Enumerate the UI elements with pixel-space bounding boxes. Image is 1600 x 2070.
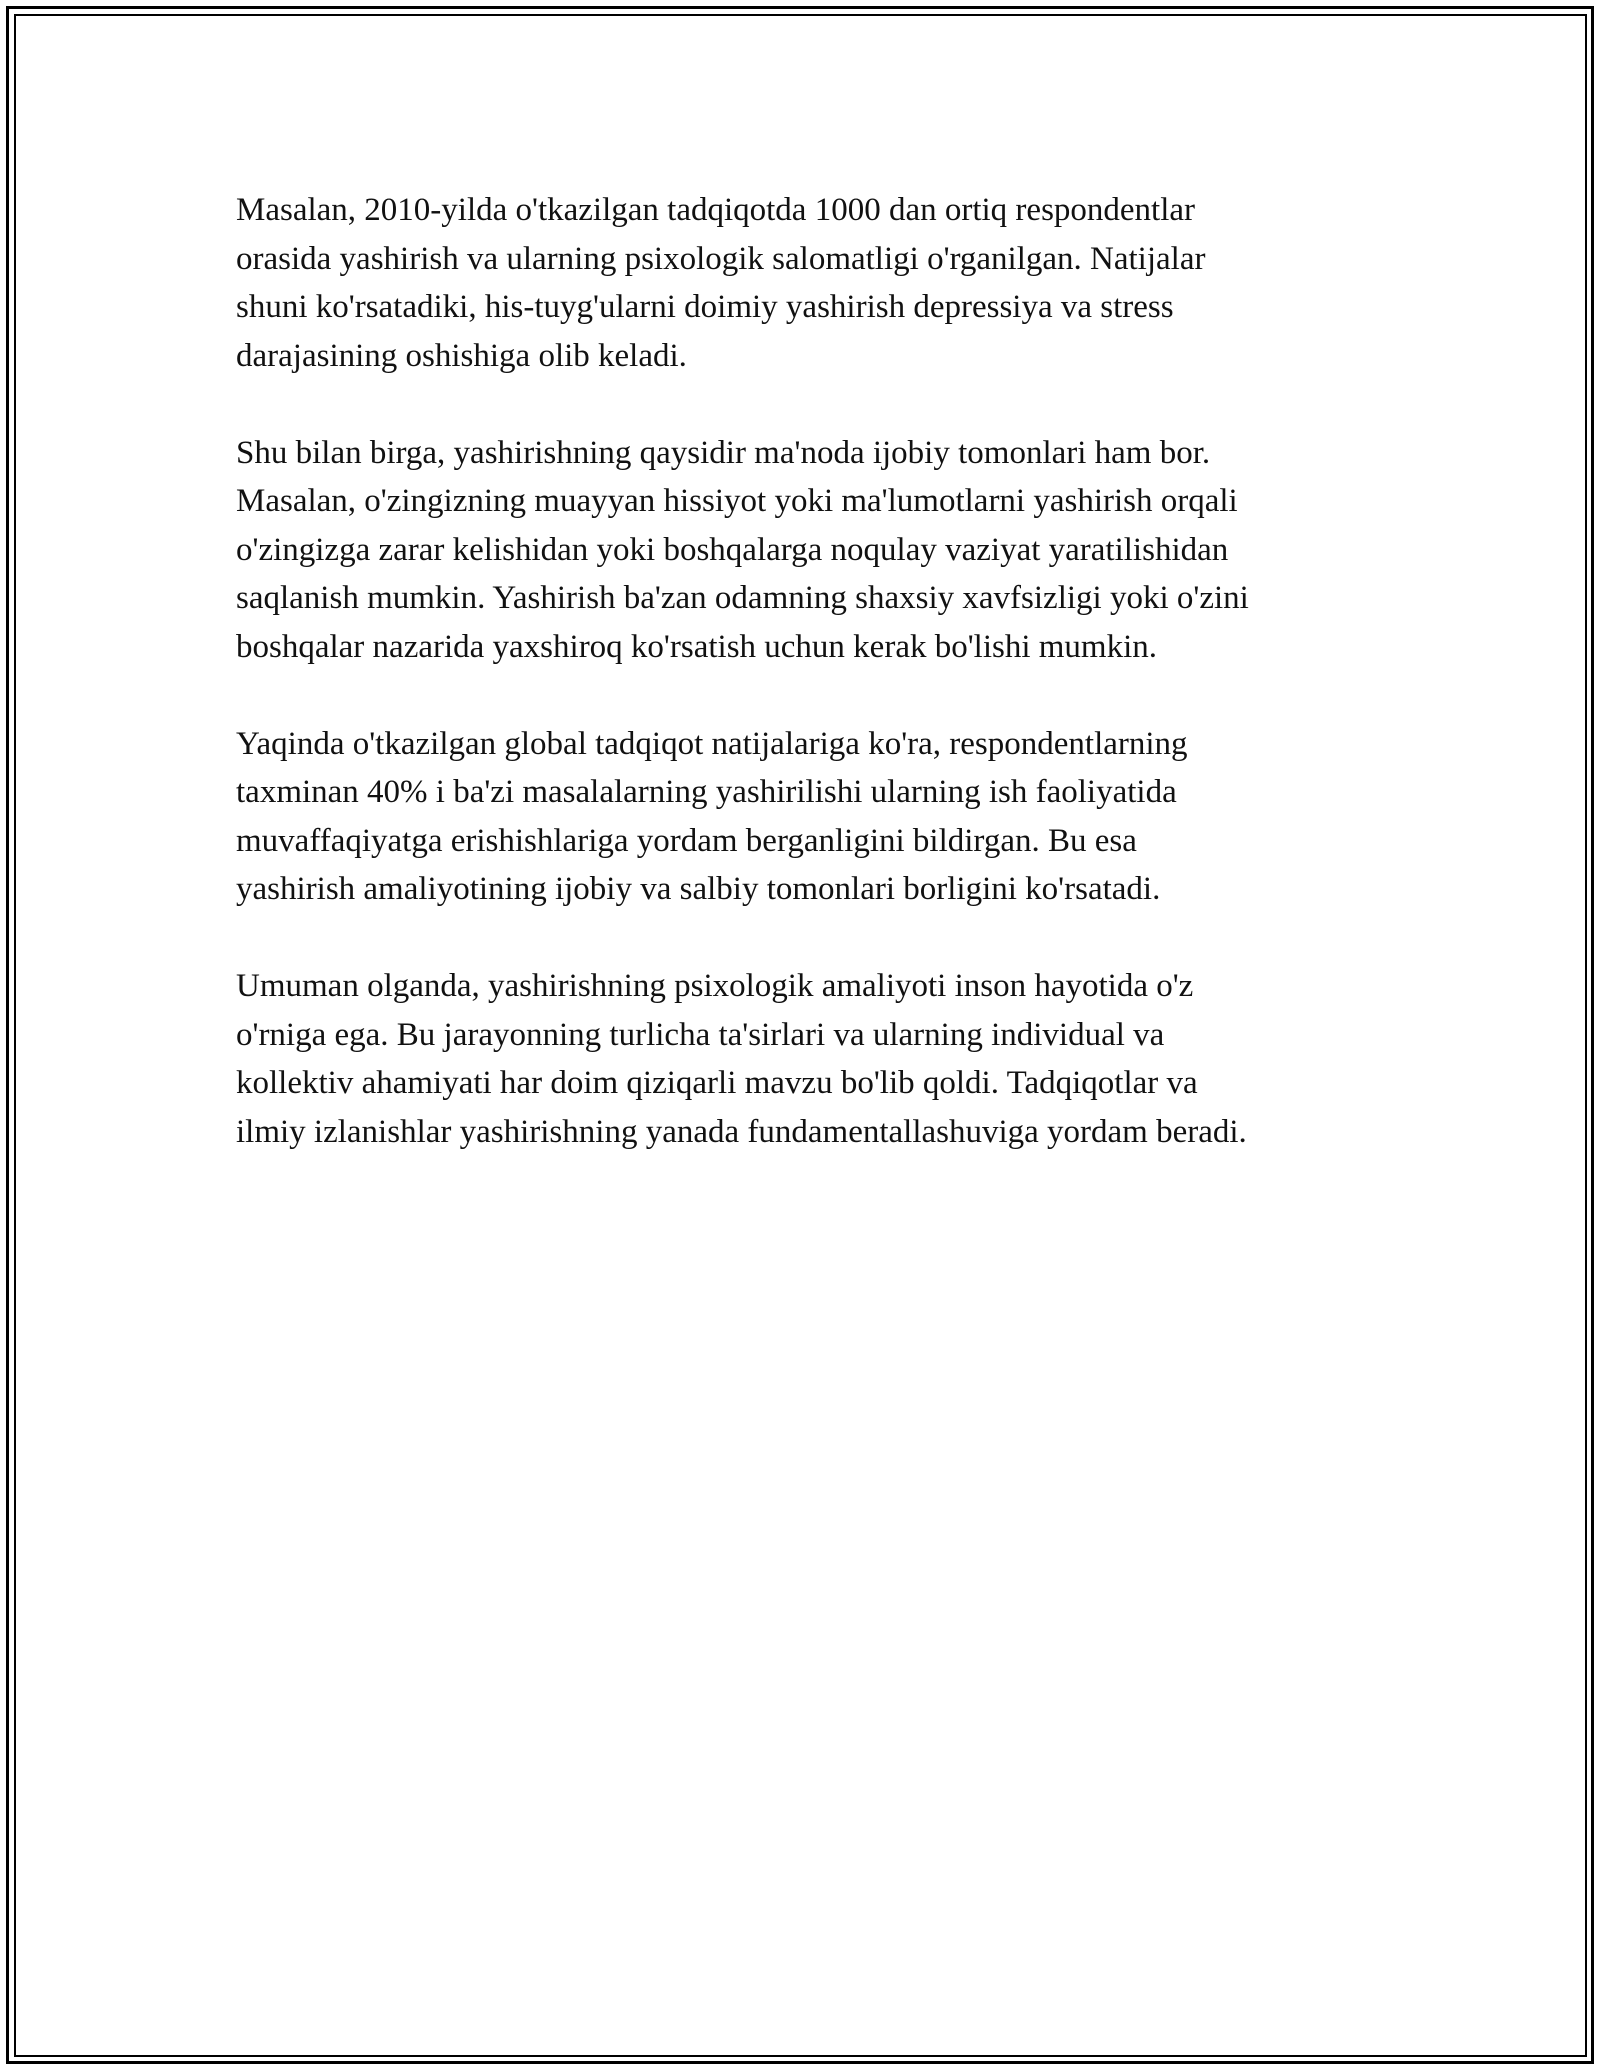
text-line: taxminan 40% i ba'zi masalalarning yashirilishi ularning ish faoliyatida [236,774,1177,810]
text-line: saqlanish mumkin. Yashirish ba'zan odamning shaxsiy xavfsizligi yoki o'zini [236,580,1249,616]
text-line: yashirish amaliyotining ijobiy va salbiy tomonlari borligini ko'rsatadi. [236,871,1161,907]
text-line: ilmiy izlanishlar yashirishning yanada fundamentallashuviga yordam beradi. [236,1113,1247,1150]
text-line: Masalan, 2010-yilda o'tkazilgan tadqiqotda 1000 dan ortiq respondentlar [236,192,1196,228]
text-line: o'zingizga zarar kelishidan yoki boshqalarga noqulay vaziyat yaratilishidan [236,531,1229,568]
text-line: orasida yashirish va ularning psixologik salomatligi o'rganilgan. Natijalar [236,240,1206,277]
text-line: o'rniga ega. Bu jarayonning turlicha ta'sirlari va ularning individual va [236,1016,1165,1053]
document-body [236,186,1416,1205]
text-line: shuni ko'rsatadiki, his-tuyg'ularni doimiy yashirish depressiya va stress [236,289,1174,325]
paragraph-3 [236,720,1416,914]
text-line: muvaffaqiyatga erishishlariga yordam berganligini bildirgan. Bu esa [236,822,1137,859]
text-line: boshqalar nazarida yaxshiroq ko'rsatish uchun kerak bo'lishi mumkin. [236,628,1158,665]
text-line: kollektiv ahamiyati har doim qiziqarli mavzu bo'lib qoldi. Tadqiqotlar va [236,1065,1198,1101]
text-line: Yaqinda o'tkazilgan global tadqiqot natijalariga ko'ra, respondentlarning [236,725,1188,762]
text-line: Masalan, o'zingizning muayyan hissiyot yoki ma'lumotlarni yashirish orqali [236,483,1238,519]
paragraph-2 [236,429,1416,672]
paragraph-1 [236,186,1416,380]
paragraph-4 [236,962,1416,1156]
text-line: Umuman olganda, yashirishning psixologik amaliyoti inson hayotida o'z [236,968,1194,1004]
text-line: darajasining oshishiga olib keladi. [236,337,687,374]
text-line: Shu bilan birga, yashirishning qaysidir ma'noda ijobiy tomonlari ham bor. [236,434,1211,471]
